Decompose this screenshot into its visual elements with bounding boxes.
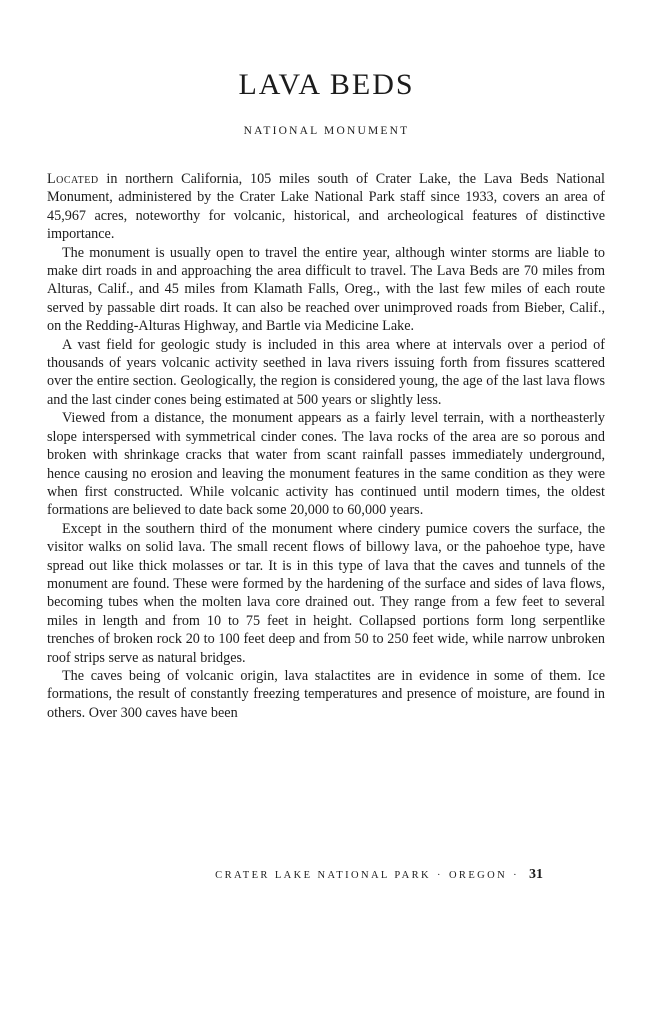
footer-separator: · [437,870,443,881]
body-text [47,170,605,722]
footer-separator-2: · [513,870,519,881]
paragraph-1-text: in northern California, 105 miles south of Crater Lake, the Lava Beds National Monument, administered by the Crater Lake National Park staff since 1933, covers an area of 45,967 acres, noteworthy for volcanic, historical, and archeological features of distinctive importance. [47,171,605,243]
running-footer [215,867,543,883]
paragraph-2: The monument is usually open to travel the entire year, although winter storms are liable to make dirt roads in and approaching the area difficult to travel. The Lava Beds are 70 miles from Alturas, Calif., and 45 miles from Klamath Falls, Oreg., with the last few miles of each route served by passable dirt roads. It can also be reached over unimproved roads from Bieber, Calif., on the Redding-Alturas Highway, and Bartle via Medicine Lake. [47,244,605,335]
paragraph-5: Except in the southern third of the monument where cindery pumice covers the surface, the visitor walks on solid lava. The small recent flows of billowy lava, or the pahoehoe type, have spread out like thick molasses or tar. It is in this type of lava that the caves and tunnels of the monument are found. These were formed by the hardening of the surface and sides of lava flows, becoming tubes when the molten lava core drained out. They range from a few feet to several miles in length and from 10 to 75 feet in height. Collapsed portions form long serpentlike trenches of broken rock 20 to 100 feet deep and from 50 to 250 feet wide, while narrow unbroken roof strips serve as natural bridges. [47,520,605,666]
paragraph-3: A vast field for geologic study is included in this area where at intervals over a period of thousands of years volcanic activity seethed in lava rivers issuing forth from fissures scattered over the entire section. Geologically, the region is considered young, the age of the last lava flows and the last cinder cones being estimated at 500 years or slightly less. [47,336,605,408]
paragraph-4: Viewed from a distance, the monument appears as a fairly level terrain, with a northeasterly slope interspersed with symmetrical cinder cones. The lava rocks of the area are so porous and broken with shrinkage cracks that water from scant rainfall passes immediately underground, hence causing no erosion and leaving the monument features in the same condition as they were when first constructed. While volcanic activity has continued until modern times, the oldest formations are believed to date back some 20,000 to 60,000 years. [47,410,605,519]
lead-word: Located [47,171,99,187]
paragraph-1 [47,170,605,244]
footer-state: OREGON [448,870,508,881]
paragraph-6: The caves being of volcanic origin, lava stalactites are in evidence in some of them. Ice formations, the result of constantly freezing temperatures and presence of moisture, are found in others. Over 300 caves have been [47,667,605,721]
footer-park-name: CRATER LAKE NATIONAL PARK [215,870,432,881]
page-title: LAVA BEDS [238,68,415,101]
page-number: 31 [529,867,543,882]
page-subtitle: NATIONAL MONUMENT [243,125,410,137]
